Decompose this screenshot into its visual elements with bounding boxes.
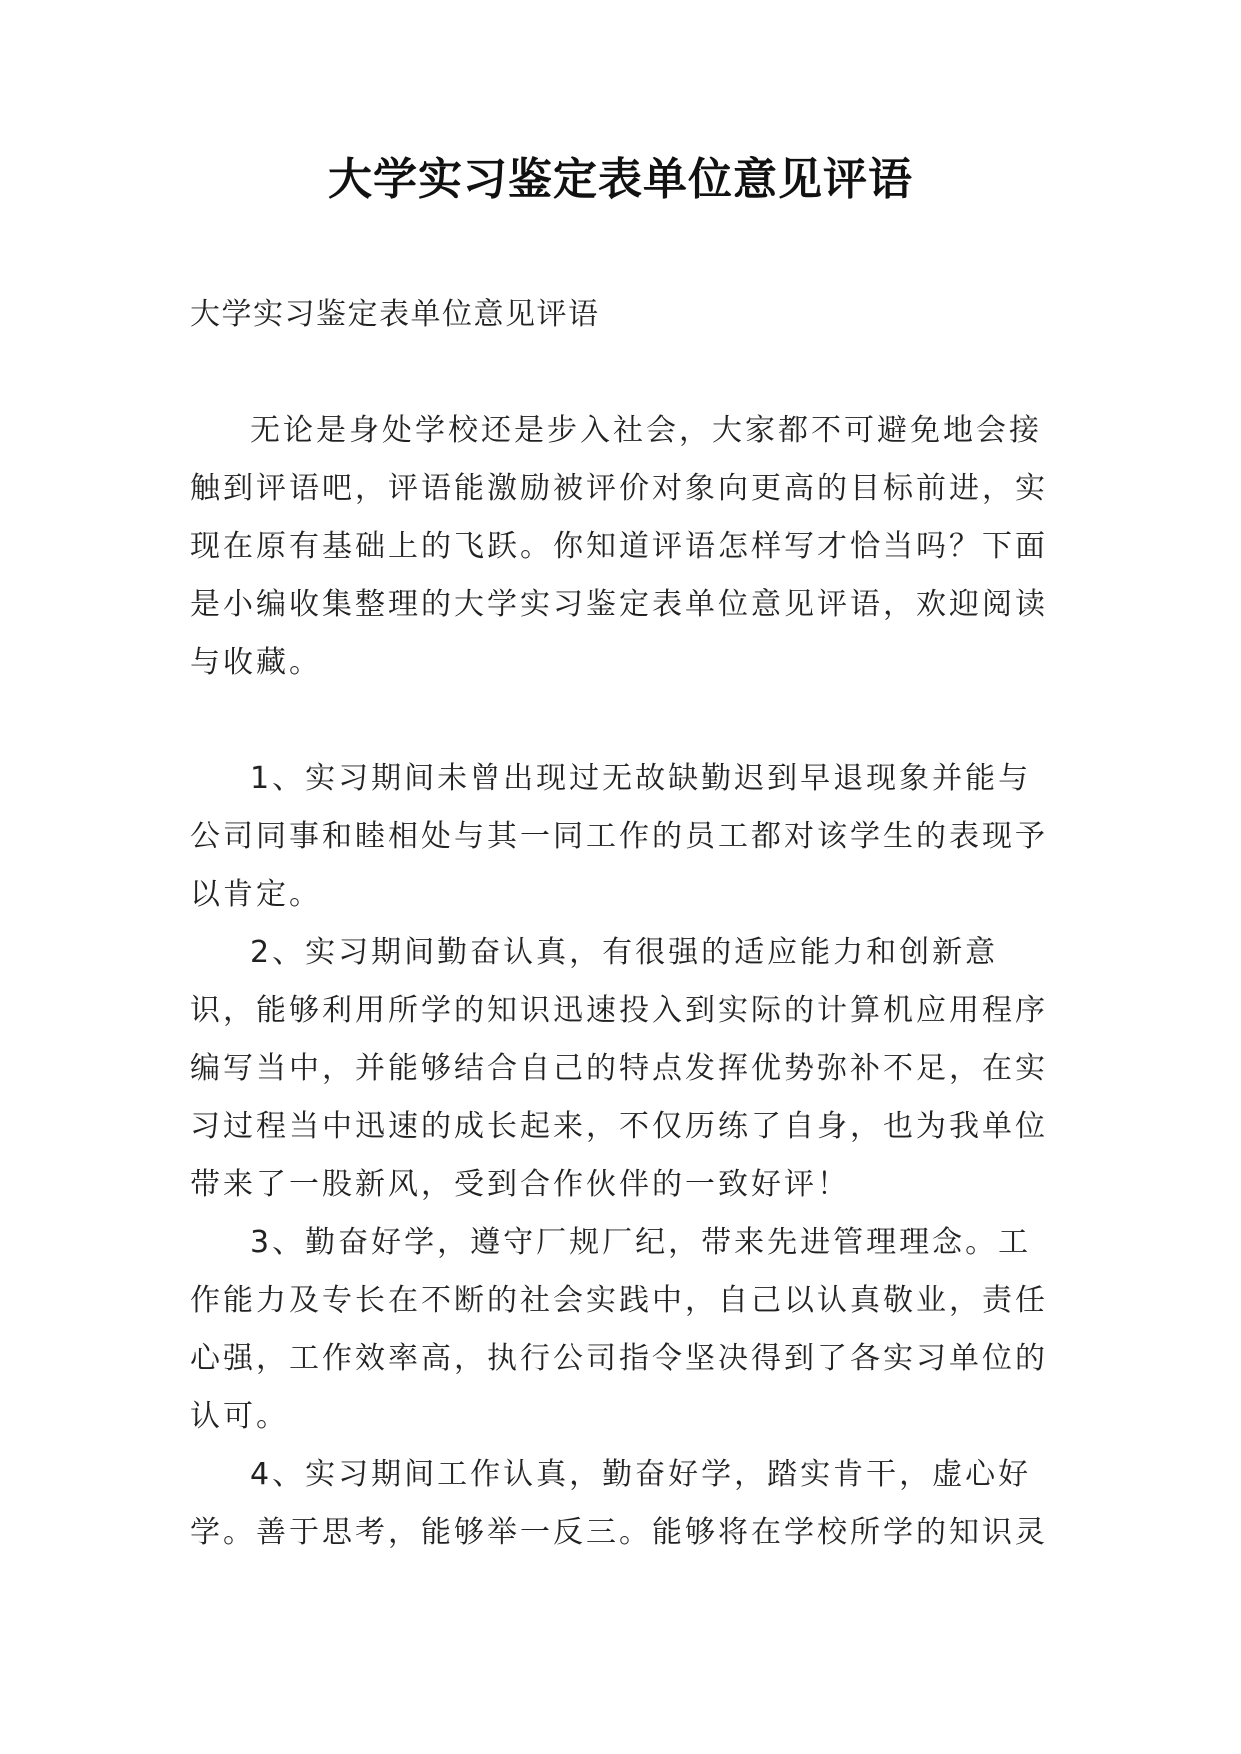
- comment-item-1: 1、实习期间未曾出现过无故缺勤迟到早退现象并能与公司同事和睦相处与其一同工作的员工都对该学生的表现予以肯定。: [190, 761, 1048, 912]
- comment-item-3: 3、勤奋好学，遵守厂规厂纪，带来先进管理理念。工作能力及专长在不断的社会实践中，自己以认真敬业，责任心强，工作效率高，执行公司指令坚决得到了各实习单位的认可。: [190, 1225, 1048, 1434]
- document-body: [190, 286, 1060, 1562]
- comment-item-4: 4、实习期间工作认真，勤奋好学，踏实肯干，虚心好学。善于思考，能够举一反三。能够将在学校所学的知识灵: [190, 1457, 1048, 1550]
- comment-item-2: 2、实习期间勤奋认真，有很强的适应能力和创新意识，能够利用所学的知识迅速投入到实际的计算机应用程序编写当中，并能够结合自己的特点发挥优势弥补不足，在实习过程当中迅速的成长起来，不仅历练了自身，也为我单位带来了一股新风，受到合作伙伴的一致好评！: [190, 935, 1048, 1202]
- document-subtitle: 大学实习鉴定表单位意见评语: [190, 297, 600, 332]
- document-title: 大学实习鉴定表单位意见评语: [328, 154, 913, 205]
- intro-paragraph: 无论是身处学校还是步入社会，大家都不可避免地会接触到评语吧，评语能激励被评价对象向更高的目标前进，实现在原有基础上的飞跃。你知道评语怎样写才恰当吗？下面是小编收集整理的大学实习鉴定表单位意见评语，欢迎阅读与收藏。: [190, 413, 1048, 680]
